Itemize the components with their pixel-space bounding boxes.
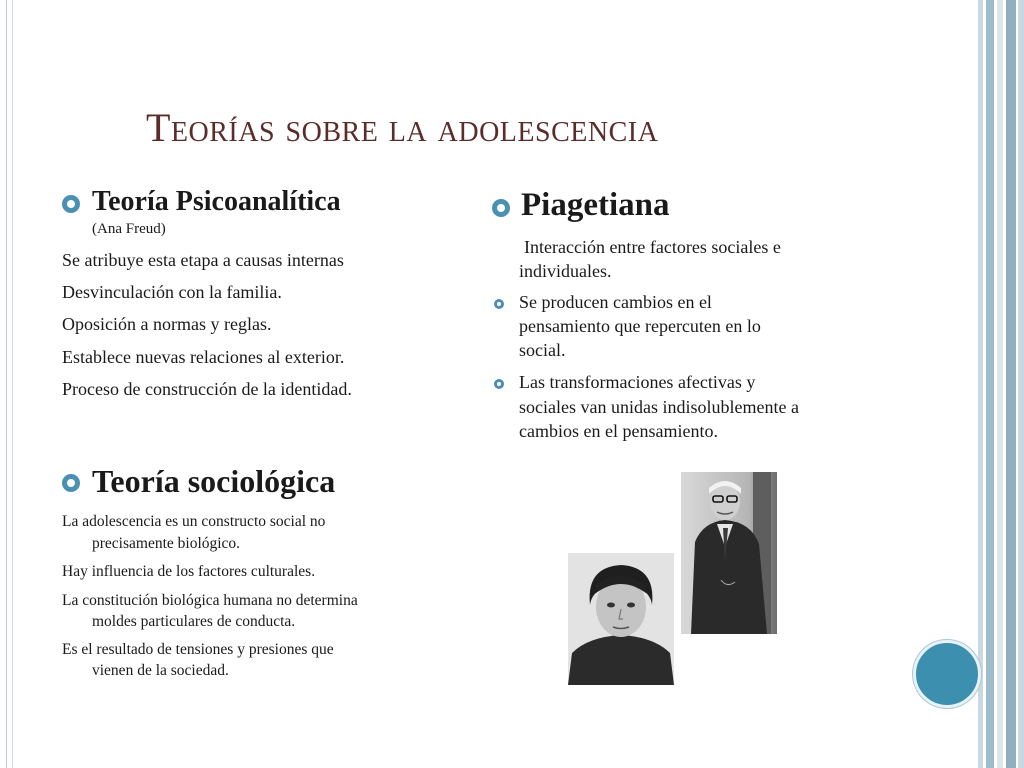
section-heading-psicoanalitica: Teoría Psicoanalítica <box>92 186 341 217</box>
section-heading-sociologica: Teoría sociológica <box>92 463 336 499</box>
bullet-ring-icon <box>494 379 504 389</box>
stripe <box>1006 0 1016 768</box>
section-subheading: (Ana Freud) <box>92 221 166 237</box>
text-line: moldes particulares de conducta. <box>92 613 296 630</box>
text-line: Desvinculación con la familia. <box>62 282 282 302</box>
text-line: Oposición a normas y reglas. <box>62 314 272 334</box>
text-line: individuales. <box>519 261 612 281</box>
text-line: vienen de la sociedad. <box>92 662 229 679</box>
text-line: Se atribuye esta etapa a causas internas <box>62 250 344 270</box>
text-line: Hay influencia de los factores culturales. <box>62 563 316 580</box>
text-line: social. <box>519 340 566 360</box>
text-line: Se producen cambios en el <box>519 292 712 312</box>
text-line: La adolescencia es un constructo social no <box>62 513 326 530</box>
slide-title: Teorías sobre la adolescencia <box>146 105 659 150</box>
bullet-ring-icon <box>494 299 504 309</box>
text-line: La constitución biológica humana no determina <box>62 592 358 609</box>
stripe <box>997 0 1003 768</box>
bullet-ring-icon <box>492 199 510 217</box>
text-line: precisamente biológico. <box>92 535 241 552</box>
bullet-ring-icon <box>62 195 80 213</box>
text-line: Es el resultado de tensiones y presiones que <box>62 641 334 658</box>
stripe <box>978 0 983 768</box>
text-line: Interacción entre factores sociales e <box>524 237 781 257</box>
text-line: sociales van unidas indisolublemente a <box>519 397 799 417</box>
stripe <box>1018 0 1024 768</box>
section-heading-piagetiana: Piagetiana <box>521 187 670 223</box>
text-line: cambios en el pensamiento. <box>519 421 718 441</box>
text-line: Establece nuevas relaciones al exterior. <box>62 347 345 367</box>
bullet-ring-icon <box>62 474 80 492</box>
portrait-photo-woman <box>568 553 674 685</box>
stripe <box>986 0 994 768</box>
text-line: pensamiento que repercuten en lo <box>519 316 761 336</box>
decorative-circle <box>913 640 981 708</box>
text-line: Las transformaciones afectivas y <box>519 372 756 392</box>
left-border-line-inner <box>12 0 13 768</box>
right-decorative-stripes <box>978 0 1024 768</box>
text-line: Proceso de construcción de la identidad. <box>62 379 352 399</box>
portrait-photo-man <box>681 472 777 634</box>
left-border-line <box>6 0 7 768</box>
